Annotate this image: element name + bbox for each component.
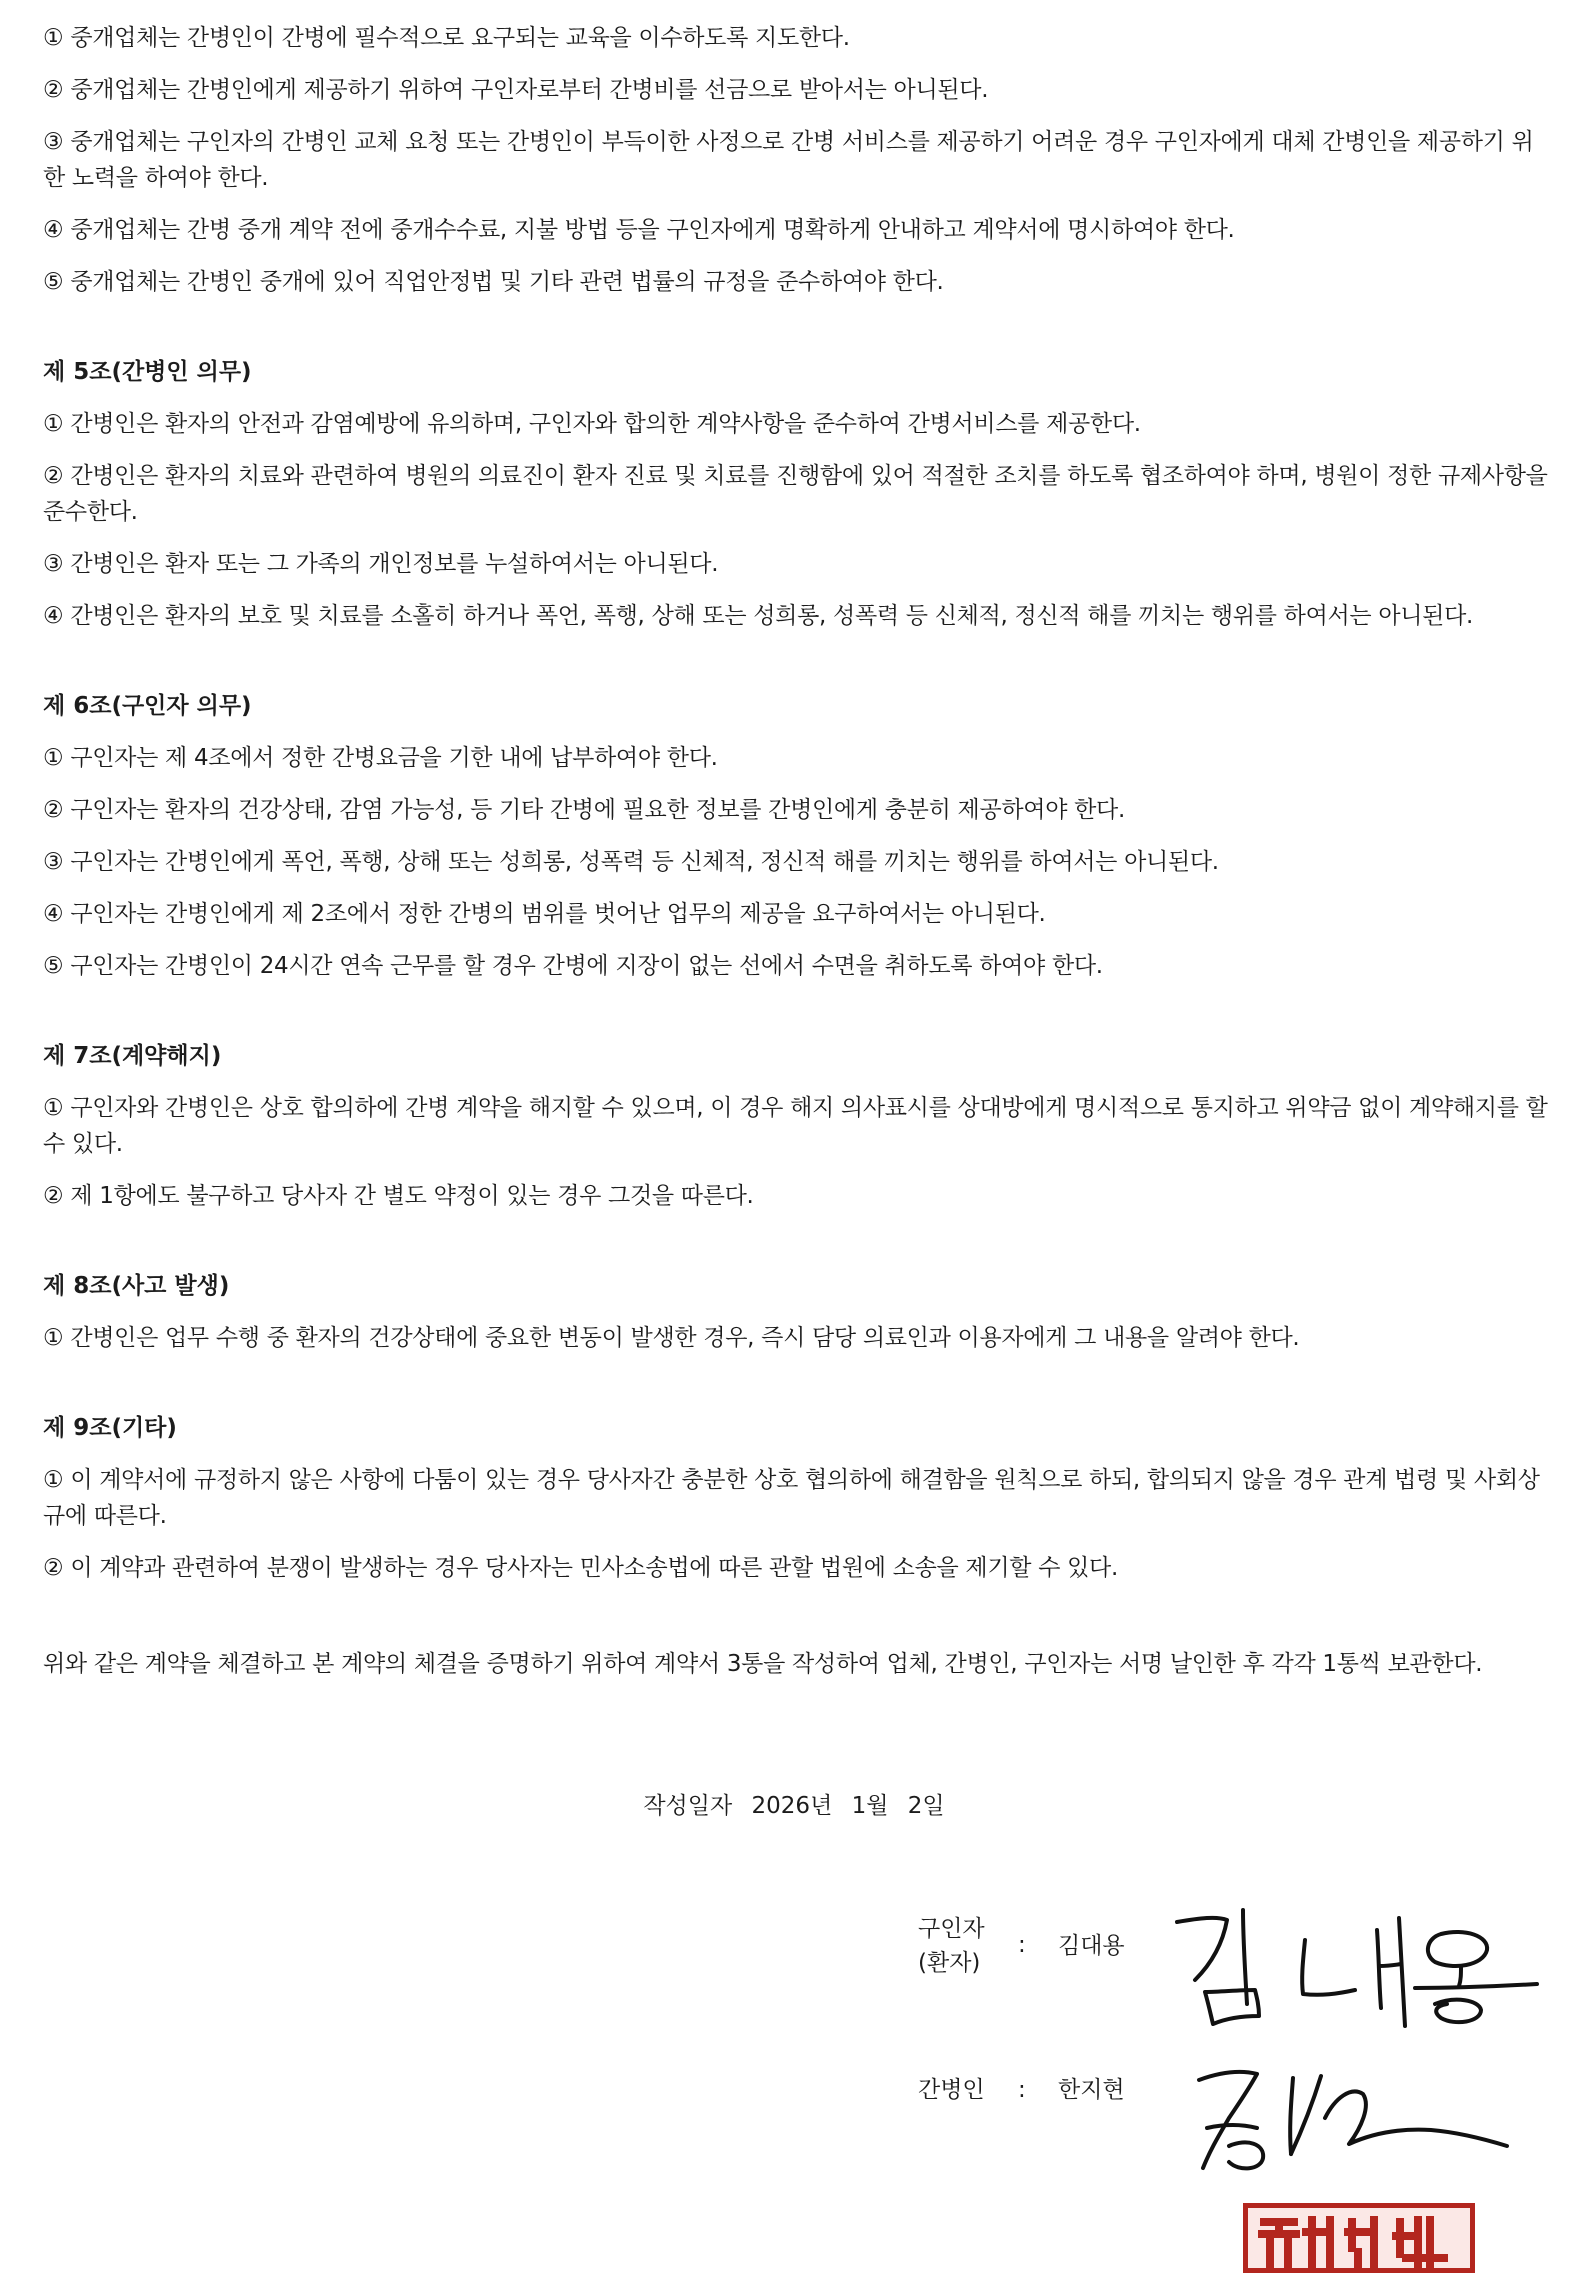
article-4-item-4: ④ 중개업체는 간병 중개 계약 전에 중개수수료, 지불 방법 등을 구인자에게 명확하게 안내하고 계약서에 명시하여야 한다.: [43, 217, 1235, 243]
caregiver-signature: [1185, 2058, 1515, 2178]
article-7-item-1: ① 구인자와 간병인은 상호 합의하에 간병 계약을 해지할 수 있으며, 이 경우 해지 의사표시를 상대방에게 명시적으로 통지하고 위약금 없이 계약해지를 할 수 있다.: [43, 1095, 1548, 1157]
article-6-title: 제 6조(구인자 의무): [43, 693, 252, 719]
employer-role-line2: (환자): [918, 1950, 981, 1976]
article-6-item-3: ③ 구인자는 간병인에게 폭언, 폭행, 상해 또는 성희롱, 성폭력 등 신체적, 정신적 해를 끼치는 행위를 하여서는 아니된다.: [43, 849, 1219, 875]
date-month: 1월: [851, 1793, 889, 1819]
article-4-item-5: ⑤ 중개업체는 간병인 중개에 있어 직업안정법 및 기타 관련 법률의 규정을 준수하여야 한다.: [43, 269, 944, 295]
caregiver-name: 한지현: [1058, 2077, 1125, 2103]
article-7-item-2: ② 제 1항에도 불구하고 당사자 간 별도 약정이 있는 경우 그것을 따른다.: [43, 1183, 754, 1209]
article-5: [43, 354, 1553, 634]
article-4-item-1: ① 중개업체는 간병인이 간병에 필수적으로 요구되는 교육을 이수하도록 지도한다.: [43, 25, 850, 51]
article-7: [43, 1038, 1553, 1214]
contract-body: [43, 20, 1553, 1682]
date-label: 작성일자: [643, 1793, 733, 1819]
employer-signature: [1165, 1900, 1545, 2030]
date-year: 2026년: [751, 1793, 833, 1819]
article-4-item-3: ③ 중개업체는 구인자의 간병인 교체 요청 또는 간병인이 부득이한 사정으로 간병 서비스를 제공하기 어려운 경우 구인자에게 대체 간병인을 제공하기 위한 노력을 하여야 한다.: [43, 129, 1534, 191]
employer-colon: :: [1018, 1932, 1026, 1958]
article-5-item-4: ④ 간병인은 환자의 보호 및 치료를 소홀히 하거나 폭언, 폭행, 상해 또는 성희롱, 성폭력 등 신체적, 정신적 해를 끼치는 행위를 하여서는 아니된다.: [43, 603, 1474, 629]
company-seal: [1243, 2203, 1475, 2273]
employer-name: 김대용: [1058, 1933, 1125, 1959]
date-day: 2일: [907, 1793, 945, 1819]
caregiver-role: 간병인: [918, 2077, 985, 2103]
employer-role-line1: 구인자: [918, 1916, 985, 1942]
article-5-title: 제 5조(간병인 의무): [43, 359, 252, 385]
article-6: [43, 688, 1553, 984]
article-8-title: 제 8조(사고 발생): [43, 1273, 230, 1299]
article-5-item-3: ③ 간병인은 환자 또는 그 가족의 개인정보를 누설하여서는 아니된다.: [43, 551, 719, 577]
article-5-item-2: ② 간병인은 환자의 치료와 관련하여 병원의 의료진이 환자 진료 및 치료를 진행함에 있어 적절한 조치를 하도록 협조하여야 하며, 병원이 정한 규제사항을 준수한다.: [43, 463, 1548, 525]
closing-statement: 위와 같은 계약을 체결하고 본 계약의 체결을 증명하기 위하여 계약서 3통을 작성하여 업체, 간병인, 구인자는 서명 날인한 후 각각 1통씩 보관한다.: [43, 1651, 1483, 1677]
article-8: [43, 1268, 1553, 1356]
article-9-item-2: ② 이 계약과 관련하여 분쟁이 발생하는 경우 당사자는 민사소송법에 따른 관할 법원에 소송을 제기할 수 있다.: [43, 1555, 1118, 1581]
article-7-title: 제 7조(계약해지): [43, 1043, 222, 1069]
article-4-continuation: [43, 20, 1553, 300]
article-5-item-1: ① 간병인은 환자의 안전과 감염예방에 유의하며, 구인자와 합의한 계약사항을 준수하여 간병서비스를 제공한다.: [43, 411, 1141, 437]
article-6-item-2: ② 구인자는 환자의 건강상태, 감염 가능성, 등 기타 간병에 필요한 정보를 간병인에게 충분히 제공하여야 한다.: [43, 797, 1125, 823]
caregiver-colon: :: [1018, 2077, 1026, 2103]
article-9-item-1: ① 이 계약서에 규정하지 않은 사항에 다툼이 있는 경우 당사자간 충분한 상호 협의하에 해결함을 원칙으로 하되, 합의되지 않을 경우 관계 법령 및 사회상규에 따른다.: [43, 1467, 1540, 1529]
employer-role: [918, 1912, 1008, 1980]
article-6-item-1: ① 구인자는 제 4조에서 정한 간병요금을 기한 내에 납부하여야 한다.: [43, 745, 718, 771]
date-of-writing: [0, 1788, 1588, 1824]
article-9: [43, 1410, 1553, 1586]
article-9-title: 제 9조(기타): [43, 1415, 177, 1441]
article-8-item-1: ① 간병인은 업무 수행 중 환자의 건강상태에 중요한 변동이 발생한 경우, 즉시 담당 의료인과 이용자에게 그 내용을 알려야 한다.: [43, 1325, 1300, 1351]
article-4-item-2: ② 중개업체는 간병인에게 제공하기 위하여 구인자로부터 간병비를 선금으로 받아서는 아니된다.: [43, 77, 989, 103]
article-6-item-4: ④ 구인자는 간병인에게 제 2조에서 정한 간병의 범위를 벗어난 업무의 제공을 요구하여서는 아니된다.: [43, 901, 1046, 927]
article-6-item-5: ⑤ 구인자는 간병인이 24시간 연속 근무를 할 경우 간병에 지장이 없는 선에서 수면을 취하도록 하여야 한다.: [43, 953, 1103, 979]
